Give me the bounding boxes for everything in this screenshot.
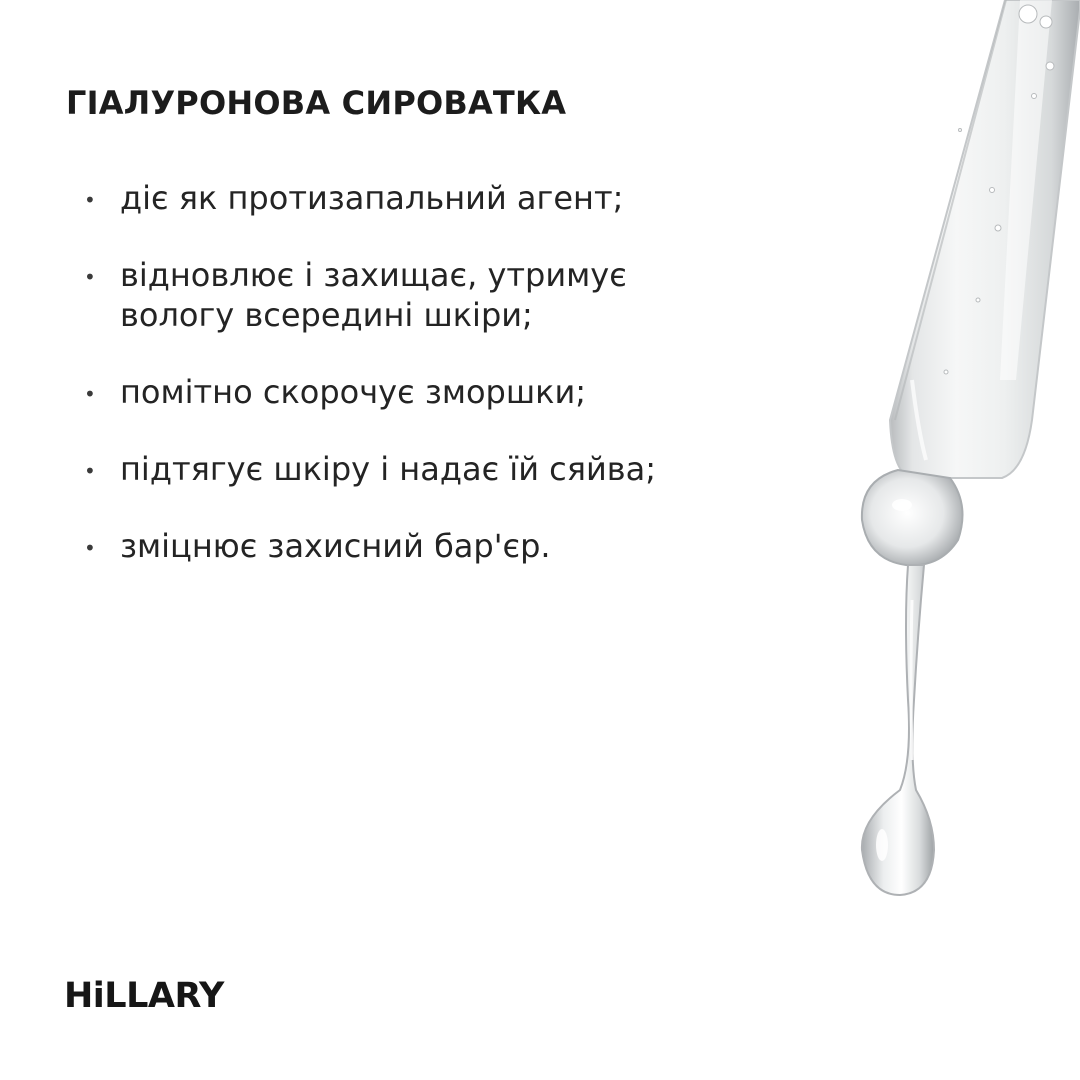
benefit-item — [82, 526, 722, 566]
benefit-text: зміцнює захисний бар'єр. — [120, 527, 551, 565]
benefit-text-continued: вологу всередині шкіри; — [120, 296, 533, 334]
benefit-item — [82, 372, 722, 412]
serum-drop — [862, 565, 934, 895]
bullet-icon: • — [84, 265, 96, 289]
brand-logo: HiLLARY — [64, 976, 224, 1016]
bullet-icon: • — [84, 459, 96, 483]
benefit-item — [82, 449, 722, 489]
benefit-item — [82, 255, 722, 335]
pipette-bulb — [862, 470, 963, 565]
bullet-icon: • — [84, 382, 96, 406]
bullet-icon: • — [84, 188, 96, 212]
pipette-tube — [890, 0, 1080, 478]
bullet-icon: • — [84, 536, 96, 560]
benefits-list — [82, 178, 722, 603]
benefit-text: діє як протизапальний агент; — [120, 179, 624, 217]
product-title: ГІАЛУРОНОВА СИРОВАТКА — [66, 84, 567, 122]
pipette-illustration — [820, 0, 1080, 920]
benefit-text: підтягує шкіру і надає їй сяйва; — [120, 450, 657, 488]
benefit-text: відновлює і захищає, утримує — [120, 256, 627, 294]
benefit-text: помітно скорочує зморшки; — [120, 373, 587, 411]
benefit-item — [82, 178, 722, 218]
